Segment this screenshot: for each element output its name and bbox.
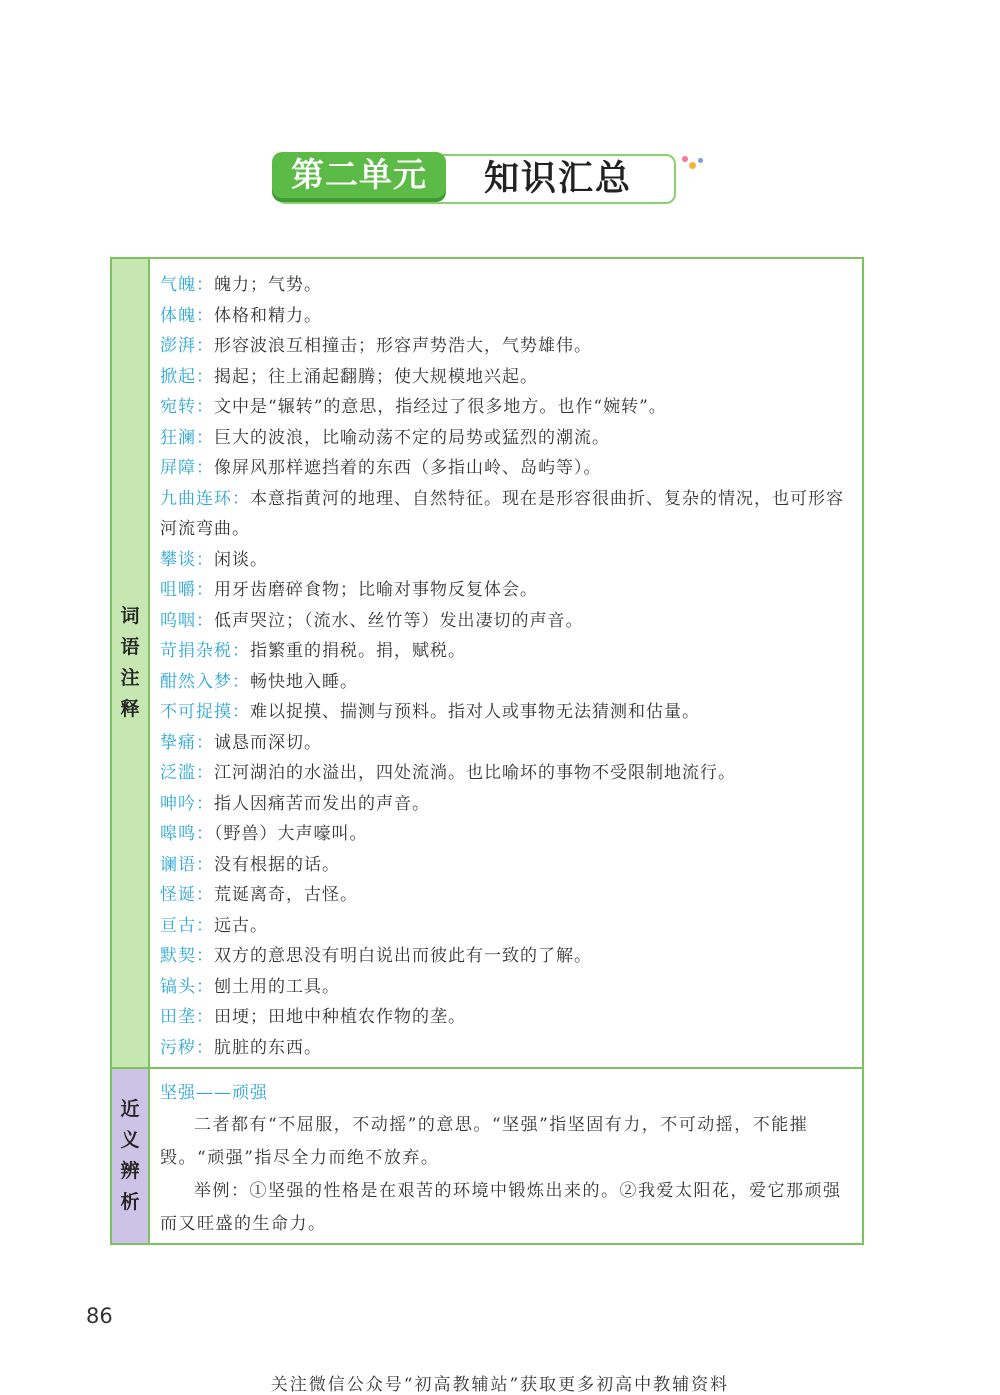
terms-list (160, 270, 850, 1063)
term-definition: 巨大的波浪，比喻动荡不定的局势或猛烈的潮流。 (214, 427, 610, 448)
term-definition: （野兽）大声嚎叫。 (214, 824, 368, 844)
term-item (160, 575, 850, 606)
term-item (160, 911, 850, 942)
terms-side-label (112, 259, 150, 1067)
term-word: 亘古： (160, 915, 214, 936)
term-word: 默契： (160, 946, 214, 966)
term-definition: 肮脏的东西。 (214, 1037, 322, 1058)
term-item (160, 1002, 850, 1033)
term-word: 怪诞： (160, 885, 214, 905)
term-definition: 畅快地入睡。 (250, 671, 358, 692)
term-item (160, 758, 850, 789)
term-word: 污秽： (160, 1037, 214, 1058)
decorative-dots-icon (682, 154, 706, 174)
term-definition: 形容波浪互相撞击；形容声势浩大，气势雄伟。 (214, 336, 592, 356)
term-item (160, 941, 850, 972)
term-item (160, 484, 850, 545)
synonym-example: 举例：①坚强的性格是在艰苦的环境中锻炼出来的。②我爱太阳花，爱它那顽强而又旺盛的生命力。 (160, 1181, 842, 1234)
term-definition: 闲谈。 (214, 549, 268, 570)
term-definition: 双方的意思没有明白说出而彼此有一致的了解。 (214, 946, 592, 966)
term-definition: 指人因痛苦而发出的声音。 (214, 793, 430, 814)
term-item (160, 697, 850, 728)
term-item (160, 392, 850, 423)
term-definition: 刨土用的工具。 (214, 976, 340, 997)
term-definition: 文中是“辗转”的意思，指经过了很多地方。也作“婉转”。 (214, 397, 667, 417)
term-word: 呜咽： (160, 610, 214, 631)
term-definition: 没有根据的话。 (214, 854, 340, 875)
synonym-side-label (112, 1069, 150, 1243)
term-item (160, 1033, 850, 1064)
term-definition: 本意指黄河的地理、自然特征。现在是形容很曲折、复杂的情况，也可形容河流弯曲。 (160, 488, 844, 539)
term-item (160, 819, 850, 850)
term-definition: 低声哭泣；（流水、丝竹等）发出凄切的声音。 (214, 610, 584, 631)
terms-row (112, 259, 862, 1069)
term-item (160, 972, 850, 1003)
term-word: 体魄： (160, 305, 214, 326)
synonym-explanation: 二者都有“不屈服，不动摇”的意思。“坚强”指坚固有力，不可动摇，不能摧毁。“顽强”指尽全力而绝不放弃。 (160, 1115, 809, 1168)
term-item (160, 667, 850, 698)
term-definition: 用牙齿磨碎食物；比喻对事物反复体会。 (214, 580, 538, 600)
synonym-title: 坚强——顽强 (160, 1083, 268, 1103)
term-word: 咀嚼： (160, 580, 214, 600)
term-item (160, 545, 850, 576)
term-word: 泛滥： (160, 763, 214, 783)
term-word: 屏障： (160, 458, 214, 478)
term-definition: 诚恳而深切。 (214, 732, 322, 753)
term-word: 酣然入梦： (160, 671, 250, 692)
footer-note: 关注微信公众号“初高教辅站”获取更多初高中教辅资料 (270, 1375, 730, 1395)
term-item (160, 270, 850, 301)
dot-orange (689, 162, 696, 169)
section-title: 知识汇总 (484, 159, 633, 199)
term-definition: 魄力；气势。 (214, 275, 322, 295)
term-definition: 江河湖泊的水溢出，四处流淌。也比喻坏的事物不受限制地流行。 (214, 763, 736, 783)
term-word: 攀谈： (160, 549, 214, 570)
term-definition: 揭起；往上涌起翻腾；使大规模地兴起。 (214, 366, 538, 387)
term-word: 苛捐杂税： (160, 641, 250, 661)
synonym-content (160, 1077, 856, 1241)
term-word: 狂澜： (160, 427, 214, 448)
synonym-row (112, 1069, 862, 1243)
term-item (160, 636, 850, 667)
term-item (160, 331, 850, 362)
term-word: 九曲连环： (160, 488, 250, 509)
term-item (160, 453, 850, 484)
term-item (160, 728, 850, 759)
term-word: 不可捉摸： (160, 702, 250, 722)
terms-label: 词语注释 (120, 605, 140, 720)
term-definition: 远古。 (214, 915, 268, 936)
term-word: 呻吟： (160, 793, 214, 814)
term-item (160, 789, 850, 820)
term-item (160, 850, 850, 881)
title-banner (272, 152, 680, 206)
unit-label: 第二单元 (272, 152, 446, 198)
dot-blue (698, 158, 703, 163)
term-item (160, 880, 850, 911)
term-definition: 荒诞离奇，古怪。 (214, 885, 358, 905)
term-word: 澎湃： (160, 336, 214, 356)
term-definition: 田埂；田地中种植农作物的垄。 (214, 1007, 466, 1027)
term-word: 挚痛： (160, 732, 214, 753)
term-word: 宛转： (160, 397, 214, 417)
page-number: 86 (86, 1304, 113, 1328)
term-definition: 体格和精力。 (214, 305, 322, 326)
term-item (160, 362, 850, 393)
term-word: 田垄： (160, 1007, 214, 1027)
term-item (160, 606, 850, 637)
dot-pink (682, 156, 688, 162)
knowledge-table (110, 257, 864, 1245)
term-word: 掀起： (160, 366, 214, 387)
term-item (160, 423, 850, 454)
term-definition: 指繁重的捐税。捐，赋税。 (250, 641, 466, 661)
term-definition: 像屏风那样遮挡着的东西（多指山岭、岛屿等）。 (214, 458, 602, 478)
term-word: 嗥鸣： (160, 824, 214, 844)
term-definition: 难以捉摸、揣测与预料。指对人或事物无法猜测和估量。 (250, 702, 700, 722)
term-word: 镐头： (160, 976, 214, 997)
term-word: 气魄： (160, 275, 214, 295)
synonym-label: 近义辨析 (120, 1098, 140, 1213)
term-word: 谰语： (160, 854, 214, 875)
term-item (160, 301, 850, 332)
